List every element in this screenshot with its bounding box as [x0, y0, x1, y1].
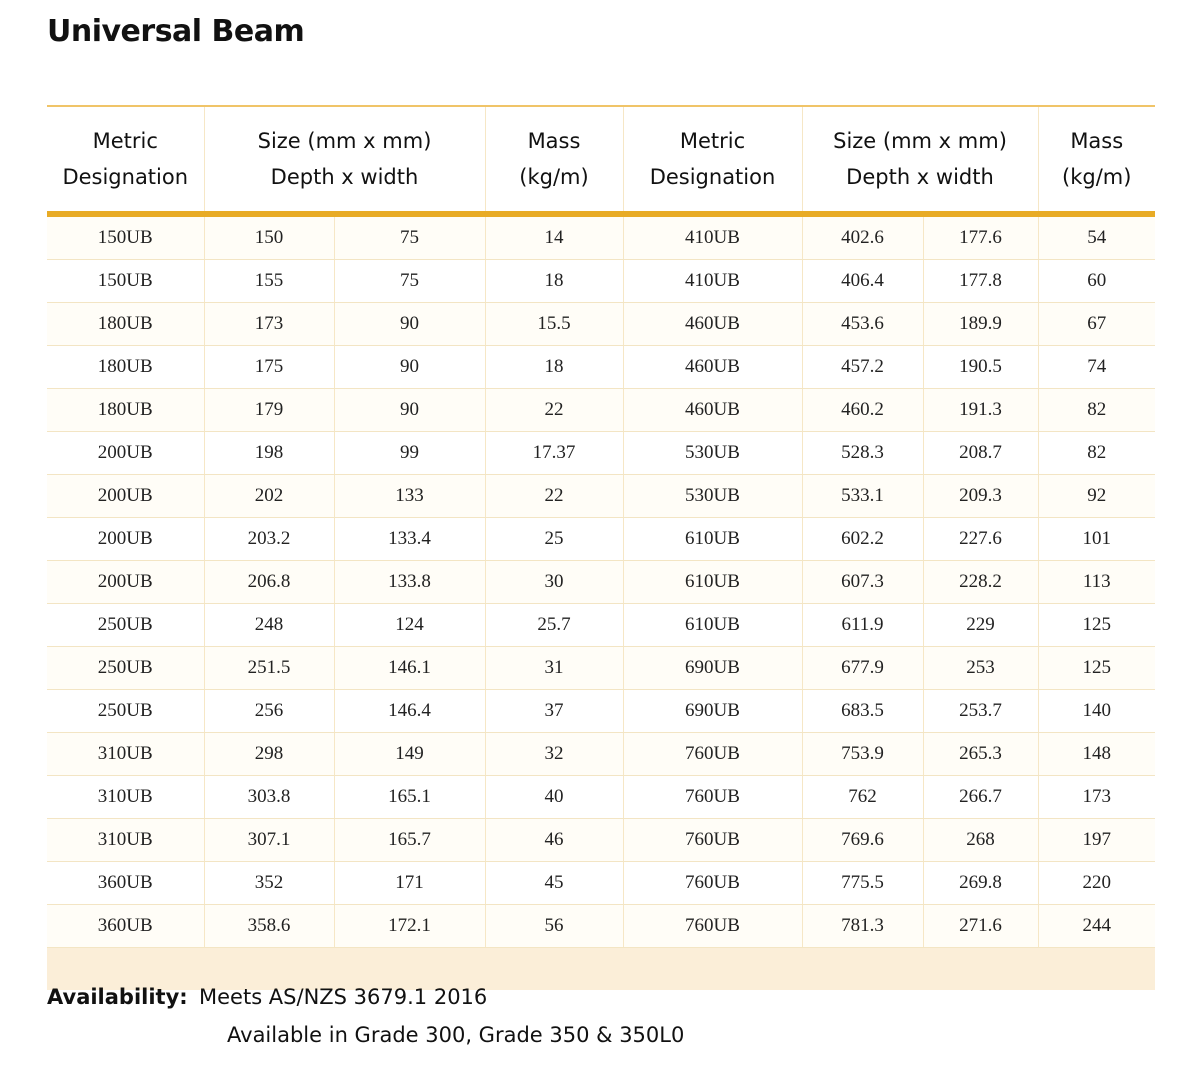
table-cell: 82 [1038, 389, 1155, 432]
table-cell: 352 [204, 862, 334, 905]
table-cell: 175 [204, 346, 334, 389]
header-line: Metric [92, 129, 158, 153]
table-cell: 150UB [47, 260, 204, 303]
table-cell: 180UB [47, 389, 204, 432]
table-cell: 60 [1038, 260, 1155, 303]
table-cell: 209.3 [923, 475, 1038, 518]
table-cell: 155 [204, 260, 334, 303]
table-cell: 460UB [623, 346, 802, 389]
header-line: Mass [527, 129, 581, 153]
table-row [47, 905, 1155, 948]
table-cell: 133 [334, 475, 485, 518]
table-cell: 74 [1038, 346, 1155, 389]
header-line: Size (mm x mm) [833, 129, 1007, 153]
table-cell: 360UB [47, 862, 204, 905]
table-cell: 611.9 [802, 604, 923, 647]
table-cell: 200UB [47, 432, 204, 475]
table-row [47, 475, 1155, 518]
table-cell: 229 [923, 604, 1038, 647]
table-cell: 75 [334, 214, 485, 260]
table-cell: 250UB [47, 647, 204, 690]
table-cell: 358.6 [204, 905, 334, 948]
table-cell: 22 [485, 389, 623, 432]
table-cell: 530UB [623, 475, 802, 518]
table-cell: 402.6 [802, 214, 923, 260]
table-cell: 180UB [47, 303, 204, 346]
table-cell: 90 [334, 303, 485, 346]
table-cell: 124 [334, 604, 485, 647]
table-cell: 179 [204, 389, 334, 432]
table-cell: 460UB [623, 389, 802, 432]
table-cell: 67 [1038, 303, 1155, 346]
table-cell: 31 [485, 647, 623, 690]
table-row [47, 819, 1155, 862]
table-cell: 200UB [47, 518, 204, 561]
table-row [47, 214, 1155, 260]
table-cell: 54 [1038, 214, 1155, 260]
table-cell: 90 [334, 389, 485, 432]
table-cell: 528.3 [802, 432, 923, 475]
table-cell: 690UB [623, 647, 802, 690]
footer-band-cell [47, 948, 1155, 991]
table-cell: 677.9 [802, 647, 923, 690]
table-cell: 191.3 [923, 389, 1038, 432]
table-row [47, 389, 1155, 432]
availability-label: Availability: [47, 985, 188, 1009]
table-cell: 457.2 [802, 346, 923, 389]
table-row [47, 690, 1155, 733]
table-cell: 251.5 [204, 647, 334, 690]
table-cell: 172.1 [334, 905, 485, 948]
table-cell: 310UB [47, 776, 204, 819]
table-cell: 92 [1038, 475, 1155, 518]
table-cell: 227.6 [923, 518, 1038, 561]
table-cell: 253 [923, 647, 1038, 690]
table-cell: 460UB [623, 303, 802, 346]
header-line: Size (mm x mm) [257, 129, 432, 153]
table-cell: 200UB [47, 561, 204, 604]
header-size [802, 106, 1038, 214]
table-cell: 99 [334, 432, 485, 475]
table-cell: 460.2 [802, 389, 923, 432]
table-cell: 25 [485, 518, 623, 561]
header-mass [485, 106, 623, 214]
availability-standard: Meets AS/NZS 3679.1 2016 [199, 985, 488, 1009]
header-mass [1038, 106, 1155, 214]
table-cell: 90 [334, 346, 485, 389]
table-cell: 30 [485, 561, 623, 604]
table-cell: 75 [334, 260, 485, 303]
table-cell: 203.2 [204, 518, 334, 561]
table-cell: 37 [485, 690, 623, 733]
table-cell: 206.8 [204, 561, 334, 604]
table-cell: 190.5 [923, 346, 1038, 389]
table-cell: 133.8 [334, 561, 485, 604]
table-cell: 197 [1038, 819, 1155, 862]
table-cell: 150UB [47, 214, 204, 260]
table-row [47, 604, 1155, 647]
table-cell: 133.4 [334, 518, 485, 561]
universal-beam-table [47, 105, 1155, 990]
table-cell: 303.8 [204, 776, 334, 819]
table-cell: 271.6 [923, 905, 1038, 948]
table-cell: 200UB [47, 475, 204, 518]
table-cell: 760UB [623, 733, 802, 776]
table-row [47, 647, 1155, 690]
table-row [47, 776, 1155, 819]
table-cell: 140 [1038, 690, 1155, 733]
table-cell: 760UB [623, 776, 802, 819]
table-cell: 760UB [623, 905, 802, 948]
table-cell: 256 [204, 690, 334, 733]
header-line: (kg/m) [1062, 165, 1132, 189]
table-cell: 769.6 [802, 819, 923, 862]
table-cell: 268 [923, 819, 1038, 862]
table-cell: 760UB [623, 862, 802, 905]
page-title: Universal Beam [47, 14, 305, 49]
header-line: Metric [679, 129, 746, 153]
table-cell: 298 [204, 733, 334, 776]
table-header-row [47, 106, 1155, 214]
table-cell: 177.8 [923, 260, 1038, 303]
table-cell: 250UB [47, 604, 204, 647]
table-cell: 533.1 [802, 475, 923, 518]
table-row [47, 346, 1155, 389]
table-cell: 149 [334, 733, 485, 776]
table-cell: 410UB [623, 214, 802, 260]
table-cell: 180UB [47, 346, 204, 389]
header-line: Mass [1070, 129, 1124, 153]
table-cell: 220 [1038, 862, 1155, 905]
table-cell: 18 [485, 260, 623, 303]
table-cell: 56 [485, 905, 623, 948]
table-cell: 762 [802, 776, 923, 819]
availability-note [47, 985, 685, 1047]
table-cell: 150 [204, 214, 334, 260]
table-cell: 453.6 [802, 303, 923, 346]
table-cell: 607.3 [802, 561, 923, 604]
table-cell: 18 [485, 346, 623, 389]
table-cell: 310UB [47, 819, 204, 862]
header-line: Designation [649, 165, 776, 189]
table-cell: 266.7 [923, 776, 1038, 819]
header-line: (kg/m) [519, 165, 589, 189]
header-line: Designation [62, 165, 189, 189]
table-cell: 22 [485, 475, 623, 518]
table-cell: 146.1 [334, 647, 485, 690]
table-cell: 40 [485, 776, 623, 819]
table-cell: 244 [1038, 905, 1155, 948]
table-cell: 25.7 [485, 604, 623, 647]
table-cell: 406.4 [802, 260, 923, 303]
table-row [47, 561, 1155, 604]
table-cell: 248 [204, 604, 334, 647]
table-cell: 530UB [623, 432, 802, 475]
table-cell: 165.1 [334, 776, 485, 819]
table-row [47, 862, 1155, 905]
table-cell: 46 [485, 819, 623, 862]
table-cell: 45 [485, 862, 623, 905]
table-cell: 113 [1038, 561, 1155, 604]
header-line: Depth x width [846, 165, 994, 189]
table-cell: 610UB [623, 518, 802, 561]
table-cell: 775.5 [802, 862, 923, 905]
table-cell: 189.9 [923, 303, 1038, 346]
table-cell: 360UB [47, 905, 204, 948]
table-cell: 177.6 [923, 214, 1038, 260]
table-cell: 125 [1038, 647, 1155, 690]
table-cell: 82 [1038, 432, 1155, 475]
table-cell: 753.9 [802, 733, 923, 776]
table-cell: 15.5 [485, 303, 623, 346]
availability-grades: Available in Grade 300, Grade 350 & 350L0 [227, 1023, 685, 1047]
table-cell: 250UB [47, 690, 204, 733]
table-row [47, 518, 1155, 561]
table-cell: 202 [204, 475, 334, 518]
table-row [47, 733, 1155, 776]
table-cell: 228.2 [923, 561, 1038, 604]
header-metric-designation [47, 106, 204, 214]
table-cell: 610UB [623, 604, 802, 647]
table-cell: 253.7 [923, 690, 1038, 733]
table-cell: 610UB [623, 561, 802, 604]
table-row [47, 432, 1155, 475]
table-row [47, 260, 1155, 303]
table-cell: 32 [485, 733, 623, 776]
table-cell: 265.3 [923, 733, 1038, 776]
table-cell: 307.1 [204, 819, 334, 862]
table-cell: 171 [334, 862, 485, 905]
table-footer-band [47, 948, 1155, 991]
table-cell: 602.2 [802, 518, 923, 561]
table-cell: 760UB [623, 819, 802, 862]
header-size [204, 106, 485, 214]
table-cell: 17.37 [485, 432, 623, 475]
table-cell: 310UB [47, 733, 204, 776]
table-row [47, 303, 1155, 346]
table-cell: 198 [204, 432, 334, 475]
table-cell: 683.5 [802, 690, 923, 733]
header-line: Depth x width [270, 165, 419, 189]
table-cell: 165.7 [334, 819, 485, 862]
table-cell: 148 [1038, 733, 1155, 776]
table-cell: 146.4 [334, 690, 485, 733]
table-cell: 269.8 [923, 862, 1038, 905]
table-cell: 173 [1038, 776, 1155, 819]
table-cell: 173 [204, 303, 334, 346]
table-cell: 101 [1038, 518, 1155, 561]
table-cell: 208.7 [923, 432, 1038, 475]
table-cell: 410UB [623, 260, 802, 303]
table-cell: 125 [1038, 604, 1155, 647]
header-metric-designation [623, 106, 802, 214]
table-cell: 781.3 [802, 905, 923, 948]
table-cell: 14 [485, 214, 623, 260]
table-cell: 690UB [623, 690, 802, 733]
